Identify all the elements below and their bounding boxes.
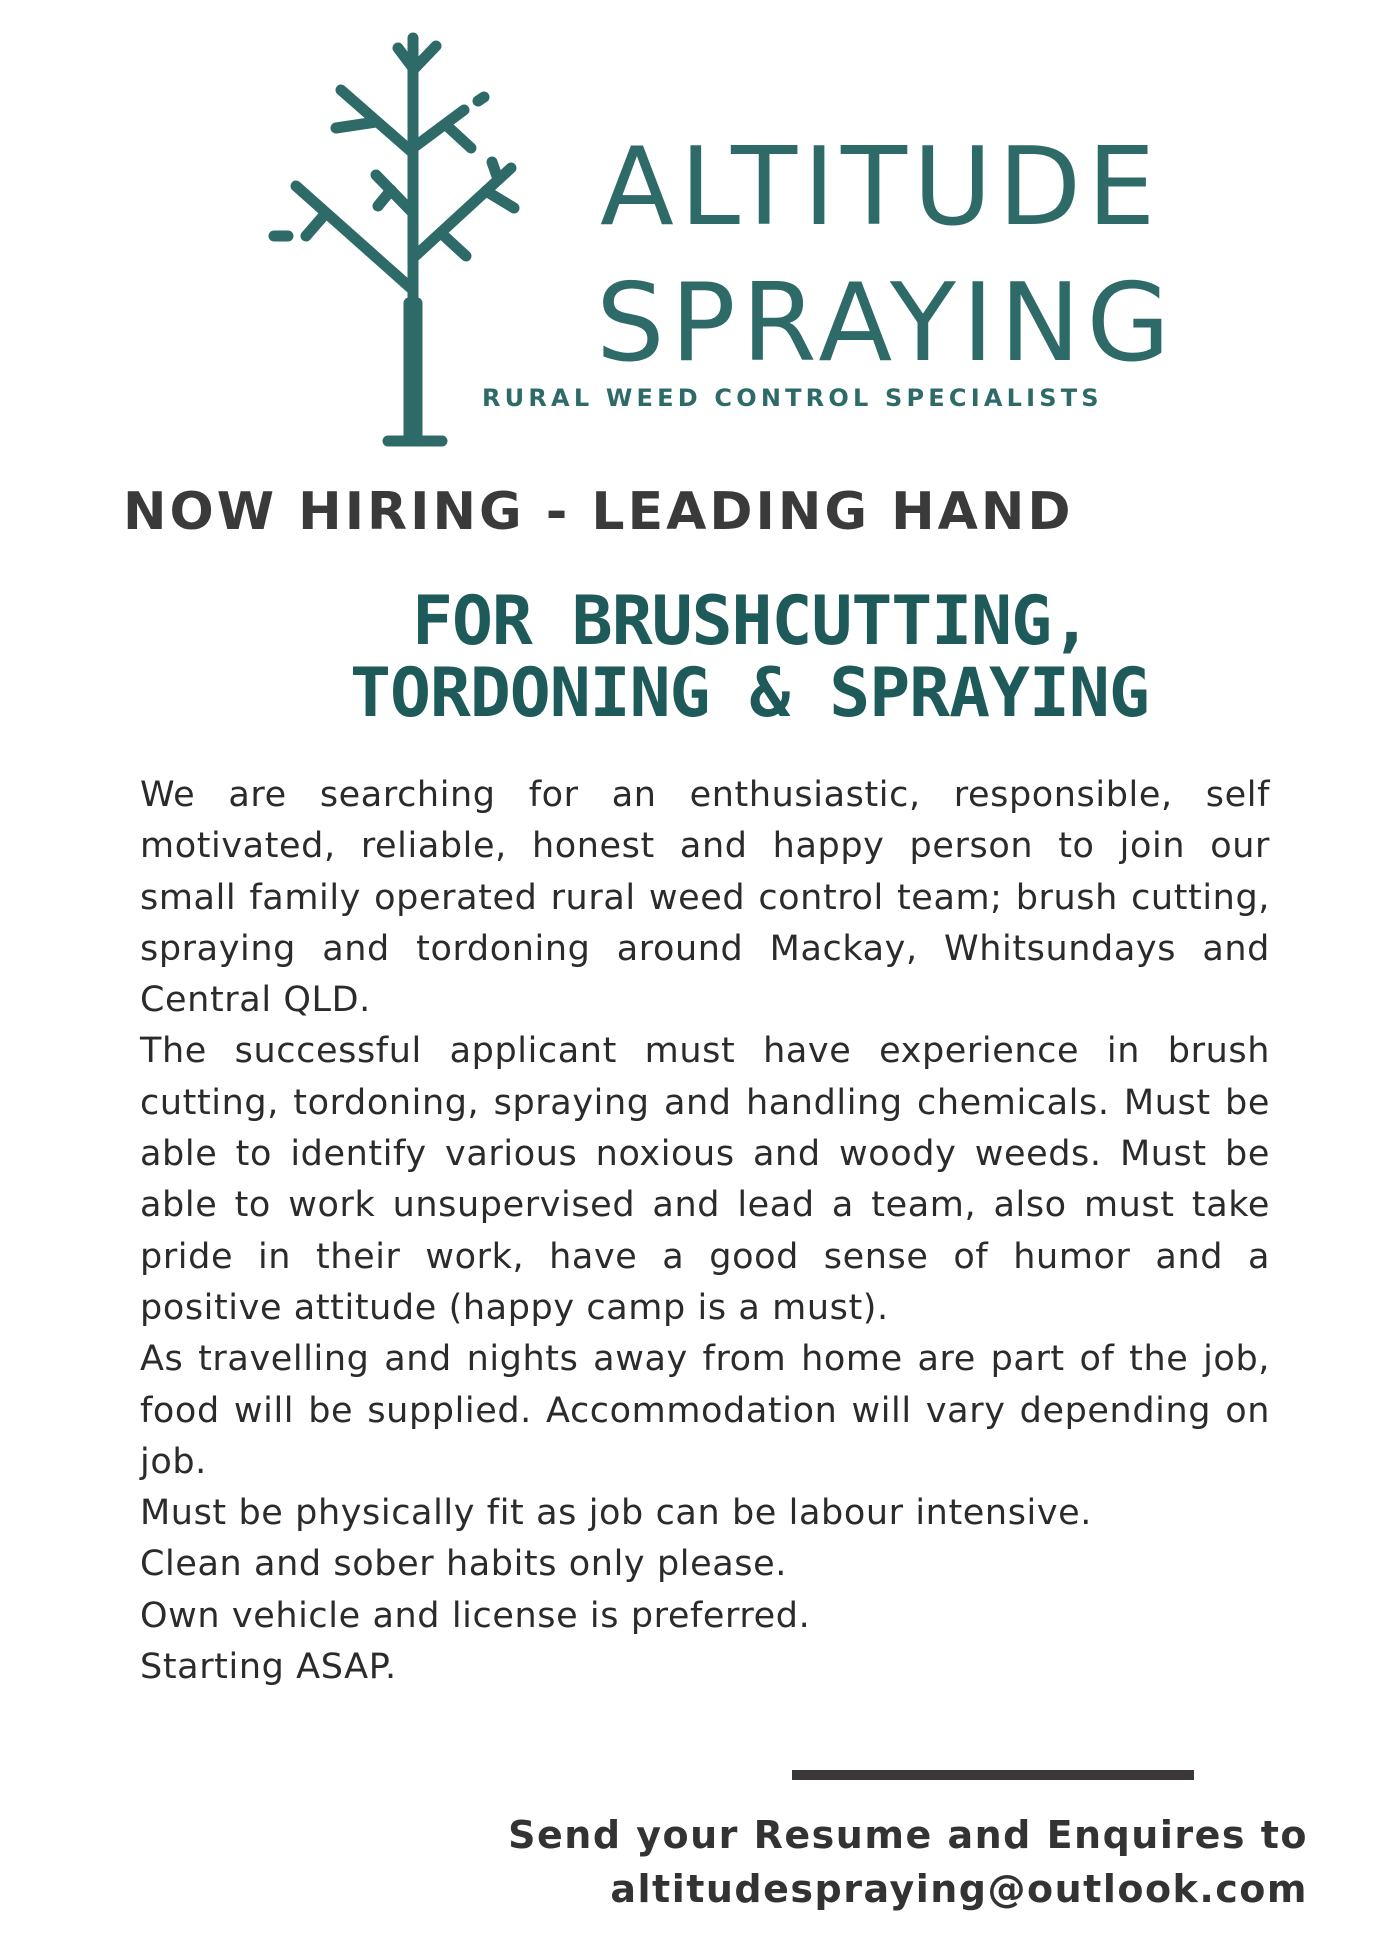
headline: NOW HIRING - LEADING HAND: [123, 482, 1074, 542]
requirement-line: Own vehicle and license is preferred.: [140, 1595, 811, 1636]
requirement-line: Starting ASAP.: [140, 1647, 397, 1688]
brand-name-line1: ALTITUDE: [600, 125, 1162, 250]
brand-name-line2: SPRAYING: [596, 261, 1177, 386]
contact-email[interactable]: altitudespraying@outlook.com: [610, 1867, 1308, 1911]
job-description: [140, 770, 1270, 1693]
contact-block: [508, 1808, 1308, 1916]
description-paragraph: We are searching for an enthusiastic, responsible, self motivated, reliable, honest and happy person to join our small family operated rural weed control team; brush cutting, spraying and tordoning around Mackay, Whitsundays and Central QLD.: [140, 775, 1270, 1021]
requirement-line: Must be physically fit as job can be labour intensive.: [140, 1493, 1093, 1534]
divider: [792, 1770, 1194, 1780]
role-line1: FOR BRUSHCUTTING,: [412, 582, 1091, 661]
requirement-line: Clean and sober habits only please.: [140, 1544, 787, 1585]
description-paragraph: As travelling and nights away from home are part of the job, food will be supplied. Accommodation will vary depending on job.: [140, 1339, 1270, 1482]
contact-instruction: Send your Resume and Enquires to: [508, 1813, 1308, 1857]
description-paragraph: The successful applicant must have experience in brush cutting, tordoning, spraying and handling chemicals. Must be able to identify various noxious and woody weeds. Must be able to work unsupervised and lead a team, also must take pride in their work, have a good sense of humor and a positive attitude (happy camp is a must).: [140, 1031, 1270, 1328]
role-line2: TORDONING & SPRAYING: [350, 654, 1149, 733]
brand-tagline: RURAL WEED CONTROL SPECIALISTS: [482, 384, 1103, 412]
